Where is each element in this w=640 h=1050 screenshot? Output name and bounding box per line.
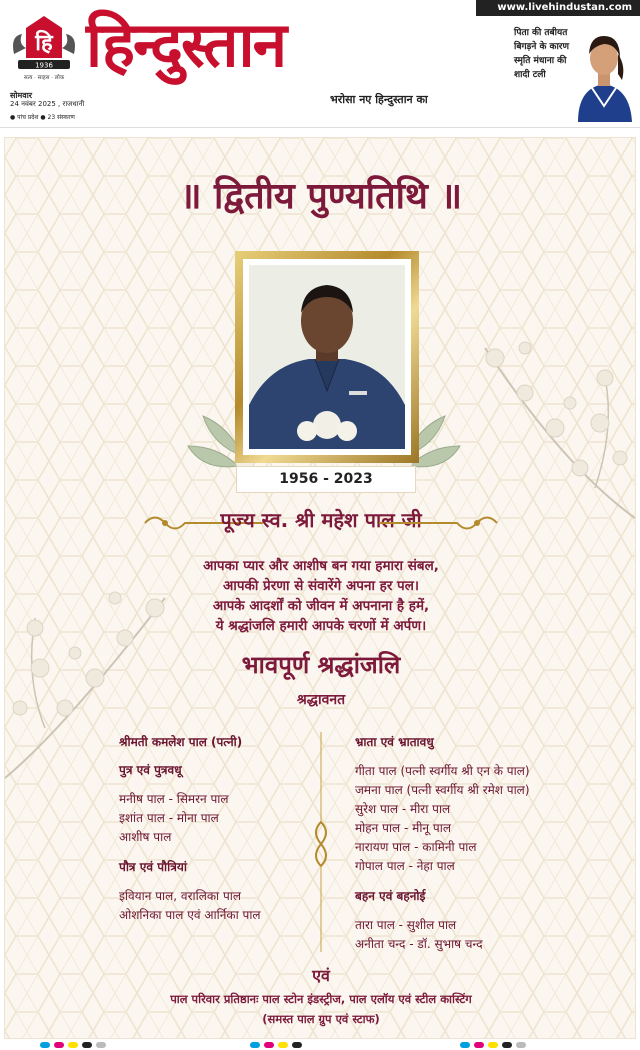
tribute-heading: भावपूर्ण श्रद्धांजलि (241, 651, 401, 679)
brothers-title: भ्राता एवं भ्रातावधु (355, 735, 434, 749)
edition-date: 24 नवंबर 2025 , राजधानी (10, 100, 85, 108)
family-member: मोहन पाल - मीनू पाल (355, 821, 451, 835)
print-color-marks (0, 1040, 640, 1050)
family-member: सुरेश पाल - मीरा पाल (355, 802, 451, 816)
logo-motto: सत्य · साहस · लोक (23, 75, 65, 81)
grandchildren-title: पौत्र एवं पौत्रियां (119, 860, 187, 874)
family-member: नारायण पाल - कामिनी पाल (355, 840, 477, 854)
family-member: अनीता चन्द - डॉ. सुभाष चन्द (355, 937, 483, 951)
brand-tagline: भरोसा नए हिन्दुस्तान का (330, 93, 428, 106)
site-url-link[interactable]: www.livehindustan.com (476, 0, 640, 16)
poem-line: आपका प्यार और आशीष बन गया हमारा संबल, (203, 558, 439, 574)
respectfully-label: श्रद्धावनत (296, 692, 346, 708)
sisters-title: बहन एवं बहनोई (355, 889, 426, 903)
tribute-poem (5, 556, 636, 636)
poem-line: आपके आदर्शों को जीवन में अपनाना है हमें, (212, 598, 430, 614)
newspaper-masthead (0, 0, 640, 128)
family-member: गोपाल पाल - नेहा पाल (355, 859, 455, 873)
promo-player-photo[interactable] (572, 18, 636, 122)
ornamental-divider (309, 732, 333, 952)
family-member: तारा पाल - सुशील पाल (355, 918, 457, 932)
poem-line: आपकी प्रेरणा से संवारेंगे अपना हर पल। (223, 578, 419, 594)
svg-text:हि: हि (35, 31, 53, 56)
family-member: इशांत पाल - मोना पाल (119, 811, 219, 825)
promo-headline-link[interactable]: पिता की तबीयत बिगड़ने के कारण स्मृति मंधाना की शादी टली (514, 28, 569, 80)
life-years: 1956 - 2023 (236, 466, 416, 493)
death-anniversary-heading: ॥ द्वितीय पुण्यतिथि ॥ (179, 176, 463, 217)
gold-swirl-right-icon (375, 512, 501, 534)
family-staff-line: (समस्त पाल ग्रुप एवं स्टाफ) (262, 1012, 380, 1026)
family-member: गीता पाल (पत्नी स्वर्गीय श्री एन के पाल) (355, 764, 530, 778)
deceased-name: पूज्य स्व. श्री महेश पाल जी (220, 508, 422, 532)
sons-title: पुत्र एवं पुत्रवधू (119, 763, 182, 777)
poem-line: ये श्रद्धांजलि हमारी आपके चरणों में अर्पण। (215, 618, 427, 634)
family-member: जमना पाल (पत्नी स्वर्गीय श्री रमेश पाल) (355, 783, 530, 797)
memorial-advertisement (4, 137, 636, 1039)
edition-day: सोमवार (10, 91, 33, 100)
family-member: ओशनिका पाल एवं आर्निका पाल (119, 908, 261, 922)
portrait-photo (249, 265, 405, 449)
family-member: इवियान पाल, वरालिका पाल (119, 889, 242, 903)
family-business-line: पाल परिवार प्रतिष्ठानः पाल स्टोन इंडस्ट्रीज, पाल एलॉय एवं स्टील कास्टिंग (170, 992, 472, 1006)
family-column-right (355, 734, 585, 966)
portrait-frame (235, 251, 419, 463)
deceased-name-row (5, 504, 636, 540)
logo-year: 1936 (35, 61, 53, 70)
family-member: मनीष पाल - सिमरन पाल (119, 792, 229, 806)
newspaper-emblem-logo (8, 14, 80, 84)
brand-name[interactable]: हिन्दुस्तान (86, 8, 285, 81)
wife-name: श्रीमती कमलेश पाल (पत्नी) (119, 735, 243, 749)
and-label: एवं (312, 966, 330, 985)
edition-info: ● पांच प्रदेश ● 23 संस्करण (10, 114, 75, 121)
family-member: आशीष पाल (119, 830, 172, 844)
